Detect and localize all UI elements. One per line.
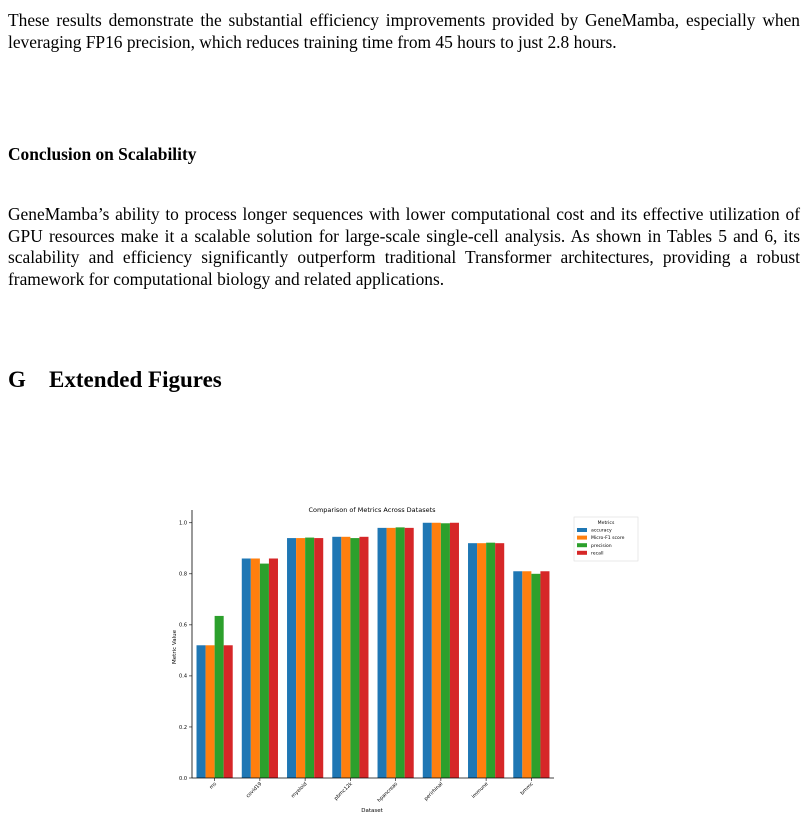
bar-myeloid-micro-f1-score: [296, 538, 305, 778]
bar-bmmc-micro-f1-score: [522, 571, 531, 778]
metrics-bar-chart: [150, 500, 650, 815]
y-tick-label: 0.6: [179, 622, 187, 629]
legend-title: Metrics: [597, 521, 615, 526]
section-title: Extended Figures: [49, 367, 222, 392]
paragraph-scalability: GeneMamba’s ability to process longer sequences with lower computational cost and its effective utilization of GPU resources make it a scalable solution for large-scale single-cell analysis. As shown in Tables 5 and 6, its scalability and efficiency significantly outperform traditional Transformer architectures, providing a robust framework for computational biology and related applications.: [8, 204, 800, 289]
bar-pbmc12k-precision: [350, 538, 359, 778]
bar-bmmc-precision: [531, 574, 540, 778]
y-axis-label: Metric Value: [172, 630, 178, 664]
y-tick-label: 0.8: [179, 571, 187, 578]
bar-myeloid-recall: [314, 538, 323, 778]
legend-entry: accuracy: [591, 528, 612, 534]
x-tick-label: myeloid: [290, 781, 309, 800]
bars-group: [197, 523, 550, 778]
legend-entry: precision: [591, 543, 612, 549]
bar-hpancreas-recall: [405, 528, 414, 778]
bar-covid19-precision: [260, 564, 269, 778]
legend-swatch: [577, 543, 587, 547]
bar-immune-micro-f1-score: [477, 543, 486, 778]
bar-perirhinal-accuracy: [423, 523, 432, 778]
x-tick-label: hpancreas: [376, 781, 400, 804]
bar-immune-precision: [486, 543, 495, 778]
bar-covid19-accuracy: [242, 559, 251, 779]
y-tick-label: 1.0: [179, 520, 187, 527]
subheading-scalability: Conclusion on Scalability: [8, 144, 197, 164]
legend-entry: Micro-F1 score: [591, 536, 625, 542]
section-number: G: [8, 367, 26, 392]
chart-title: Comparison of Metrics Across Datasets: [308, 506, 436, 514]
bar-hpancreas-micro-f1-score: [387, 528, 396, 778]
x-tick-label: covid19: [245, 781, 264, 800]
bar-perirhinal-micro-f1-score: [432, 523, 441, 778]
bar-pbmc12k-recall: [359, 537, 368, 778]
bar-ms-recall: [224, 645, 233, 778]
paragraph-efficiency: These results demonstrate the substantial efficiency improvements provided by GeneMamba, especially when leveraging FP16 precision, which reduces training time from 45 hours to just 2.8 hours.: [8, 10, 800, 52]
section-heading: [8, 367, 222, 393]
bar-pbmc12k-accuracy: [332, 537, 341, 778]
legend-entry: recall: [591, 551, 604, 557]
bar-perirhinal-recall: [450, 523, 459, 778]
bar-pbmc12k-micro-f1-score: [341, 537, 350, 778]
legend-swatch: [577, 528, 587, 532]
x-tick-label: perirhinal: [423, 781, 445, 803]
y-tick-label: 0.0: [179, 775, 187, 782]
bar-myeloid-accuracy: [287, 538, 296, 778]
x-tick-label: ms: [208, 781, 219, 791]
bar-bmmc-accuracy: [513, 571, 522, 778]
y-tick-label: 0.2: [179, 724, 187, 731]
bar-immune-recall: [495, 543, 504, 778]
bar-covid19-micro-f1-score: [251, 559, 260, 779]
x-tick-label: immune: [470, 781, 490, 800]
bar-immune-accuracy: [468, 543, 477, 778]
bar-myeloid-precision: [305, 538, 314, 778]
legend-swatch: [577, 536, 587, 540]
legend-swatch: [577, 551, 587, 555]
x-tick-label: bmmc: [519, 781, 535, 797]
y-tick-label: 0.4: [179, 673, 187, 680]
x-axis-label: Dataset: [361, 808, 383, 814]
bar-perirhinal-precision: [441, 523, 450, 778]
bar-ms-micro-f1-score: [206, 645, 215, 778]
bar-bmmc-recall: [540, 571, 549, 778]
bar-covid19-recall: [269, 559, 278, 779]
x-tick-label: pbmc12k: [333, 781, 354, 802]
bar-ms-accuracy: [197, 645, 206, 778]
bar-ms-precision: [215, 616, 224, 778]
bar-hpancreas-precision: [396, 527, 405, 778]
legend: [574, 517, 638, 561]
bar-hpancreas-accuracy: [378, 528, 387, 778]
